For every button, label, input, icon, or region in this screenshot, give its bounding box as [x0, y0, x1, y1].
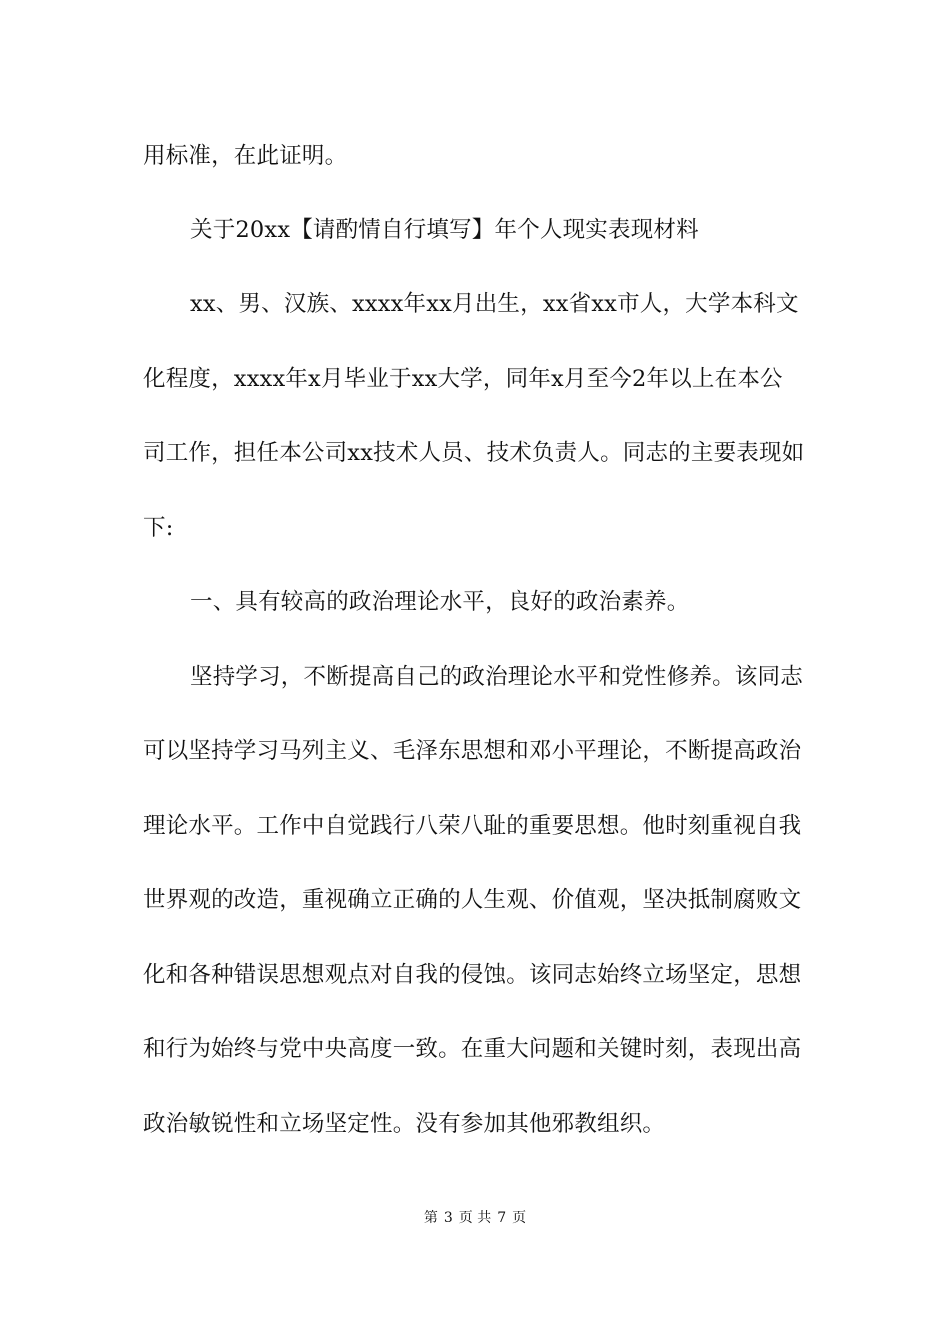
- paragraph-line: 用标准，在此证明。: [143, 143, 348, 169]
- paragraph-line: 和行为始终与党中央高度一致。在重大问题和关键时刻，表现出高: [143, 1036, 802, 1062]
- paragraph-line: 化和各种错误思想观点对自我的侵蚀。该同志始终立场坚定，思想: [143, 962, 802, 988]
- footer-middle: 页 共: [458, 1210, 492, 1226]
- paragraph-line: 可以坚持学习马列主义、毛泽东思想和邓小平理论，不断提高政治: [143, 738, 802, 764]
- paragraph-line: 政治敏锐性和立场坚定性。没有参加其他邪教组织。: [143, 1111, 666, 1137]
- current-page-number: 3: [443, 1210, 453, 1226]
- paragraph-line: 理论水平。工作中自觉践行八荣八耻的重要思想。他时刻重视自我: [143, 813, 802, 839]
- footer-prefix: 第: [423, 1210, 438, 1226]
- paragraph-line: 下:: [143, 515, 174, 541]
- section-heading: 一、具有较高的政治理论水平，良好的政治素养。: [190, 589, 690, 615]
- paragraph-line: 化程度，xxxx年x月毕业于xx大学，同年x月至今2年以上在本公: [143, 366, 783, 392]
- paragraph-line: 世界观的改造，重视确立正确的人生观、价值观，坚决抵制腐败文: [143, 887, 802, 913]
- page-footer: [0, 1208, 950, 1228]
- paragraph-line: xx、男、汉族、xxxx年xx月出生，xx省xx市人，大学本科文: [190, 291, 799, 317]
- paragraph-line: 司工作，担任本公司xx技术人员、技术负责人。同志的主要表现如: [143, 440, 805, 466]
- section-title: 关于20xx【请酌情自行填写】年个人现实表现材料: [190, 217, 699, 243]
- paragraph-line: 坚持学习，不断提高自己的政治理论水平和党性修养。该同志: [190, 664, 803, 690]
- total-pages-number: 7: [497, 1210, 507, 1226]
- footer-suffix: 页: [512, 1210, 527, 1226]
